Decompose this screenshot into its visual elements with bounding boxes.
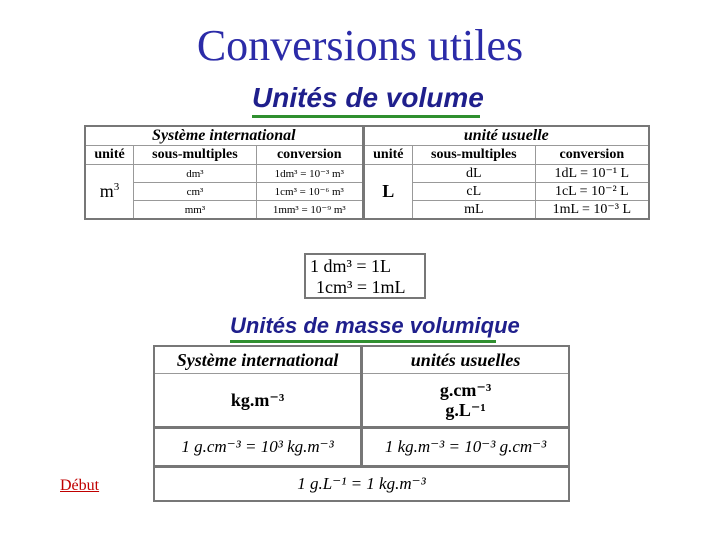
- si-sub: dm³: [134, 165, 257, 183]
- col-sous-usual: sous-multiples: [412, 146, 535, 165]
- usual-unit: L: [363, 165, 412, 220]
- mass-eq-right: 1 kg.m⁻³ = 10⁻³ g.cm⁻³: [362, 428, 569, 467]
- mass-density-table: [153, 345, 570, 502]
- volume-equivalence-box: [304, 253, 426, 299]
- equivalence-line-2: 1cm³ = 1mL: [316, 277, 406, 297]
- volume-heading: Unités de volume: [252, 82, 484, 113]
- mass-heading-underline: [230, 340, 496, 343]
- mass-usual-units: [362, 374, 569, 428]
- si-conv: 1mm³ = 10⁻⁹ m³: [256, 201, 363, 220]
- col-sous-si: sous-multiples: [134, 146, 257, 165]
- equivalence-line-1: 1 dm³ = 1L: [310, 256, 392, 276]
- mass-usual-unit-1: g.cm⁻³: [439, 380, 492, 400]
- usual-conv: 1dL = 10⁻¹ L: [535, 165, 649, 183]
- mass-si-header: Système international: [154, 346, 362, 374]
- mass-usual-header: unités usuelles: [362, 346, 569, 374]
- si-conv: 1cm³ = 10⁻⁶ m³: [256, 183, 363, 201]
- col-unite-usual: unité: [363, 146, 412, 165]
- mass-eq-left: 1 g.cm⁻³ = 10³ kg.m⁻³: [154, 428, 362, 467]
- usual-conv: 1mL = 10⁻³ L: [535, 201, 649, 220]
- volume-heading-underline: [252, 115, 480, 118]
- usual-sub: dL: [412, 165, 535, 183]
- volume-table: [84, 125, 650, 220]
- usual-sub: mL: [412, 201, 535, 220]
- si-unit: m: [99, 181, 114, 201]
- debut-link[interactable]: Début: [60, 477, 100, 494]
- mass-heading: Unités de masse volumique: [230, 313, 520, 338]
- col-conv-si: conversion: [256, 146, 363, 165]
- usual-sub: cL: [412, 183, 535, 201]
- si-sub: cm³: [134, 183, 257, 201]
- col-unite-si: unité: [85, 146, 134, 165]
- col-conv-usual: conversion: [535, 146, 649, 165]
- mass-eq-bottom: 1 g.L⁻¹ = 1 kg.m⁻³: [154, 467, 569, 502]
- si-header: Système international: [85, 126, 363, 146]
- page-title: Conversions utiles: [196, 21, 524, 70]
- si-unit-exp: 3: [113, 181, 120, 193]
- si-unit-cell: [85, 165, 134, 220]
- usual-header: unité usuelle: [363, 126, 649, 146]
- mass-usual-unit-2: g.L⁻¹: [445, 400, 486, 420]
- mass-si-unit: kg.m⁻³: [154, 374, 362, 428]
- usual-conv: 1cL = 10⁻² L: [535, 183, 649, 201]
- si-sub: mm³: [134, 201, 257, 220]
- si-conv: 1dm³ = 10⁻³ m³: [256, 165, 363, 183]
